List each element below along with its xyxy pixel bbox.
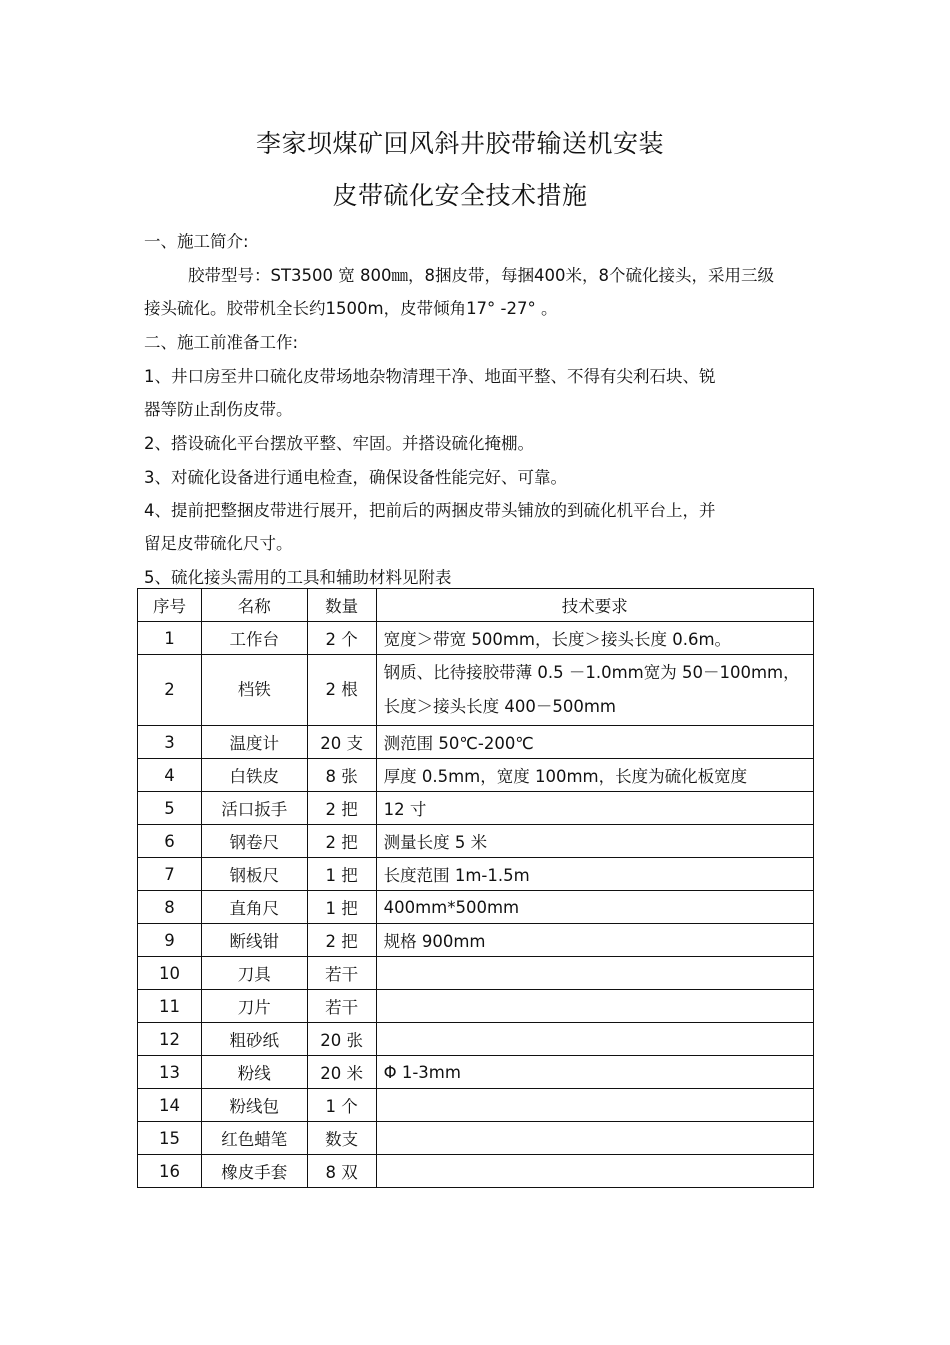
cell-name: 粉线 (201, 1056, 307, 1089)
cell-name: 红色蜡笔 (201, 1122, 307, 1155)
cell-qty: 2 把 (307, 924, 376, 957)
cell-name: 工作台 (201, 622, 307, 655)
cell-name: 粉线包 (201, 1089, 307, 1122)
cell-qty: 20 支 (307, 726, 376, 759)
cell-requirement (376, 655, 813, 726)
section1-paragraph-line1: 胶带型号：ST3500 宽 800㎜，8捆皮带，每捆400米，8个硫化接头，采用三级 (188, 266, 775, 285)
table-row (138, 1122, 814, 1155)
cell-name: 钢板尺 (201, 858, 307, 891)
table-row (138, 655, 814, 726)
cell-name: 档铁 (201, 655, 307, 726)
table-row (138, 858, 814, 891)
cell-requirement: 规格 900mm (376, 924, 813, 957)
cell-name: 粗砂纸 (201, 1023, 307, 1056)
cell-qty: 20 米 (307, 1056, 376, 1089)
cell-qty: 2 个 (307, 622, 376, 655)
cell-qty: 8 张 (307, 759, 376, 792)
table-row (138, 924, 814, 957)
document-title-line2: 皮带硫化安全技术措施 (332, 181, 588, 210)
cell-requirement: 400mm*500mm (376, 891, 813, 924)
cell-qty: 若干 (307, 990, 376, 1023)
cell-no: 7 (138, 858, 202, 891)
cell-qty: 1 把 (307, 858, 376, 891)
cell-qty: 20 张 (307, 1023, 376, 1056)
cell-name: 刀片 (201, 990, 307, 1023)
cell-no: 15 (138, 1122, 202, 1155)
table-row (138, 891, 814, 924)
cell-no: 9 (138, 924, 202, 957)
cell-qty: 2 根 (307, 655, 376, 726)
cell-no: 12 (138, 1023, 202, 1056)
table-row (138, 726, 814, 759)
cell-qty: 1 把 (307, 891, 376, 924)
table-row (138, 1155, 814, 1188)
cell-no: 14 (138, 1089, 202, 1122)
cell-qty: 1 个 (307, 1089, 376, 1122)
table-row (138, 1089, 814, 1122)
cell-no: 2 (138, 655, 202, 726)
table-body (138, 622, 814, 1188)
cell-name: 断线钳 (201, 924, 307, 957)
requirement-line1: 钢质、比待接胶带薄 0.5 －1.0mm宽为 50－100mm， (383, 663, 800, 682)
cell-name: 刀具 (201, 957, 307, 990)
cell-requirement (376, 957, 813, 990)
item4-line2: 留足皮带硫化尺寸。 (144, 534, 293, 553)
cell-name: 活口扳手 (201, 792, 307, 825)
item2: 2、搭设硫化平台摆放平整、牢固。并搭设硫化掩棚。 (144, 434, 534, 453)
document-title-line1: 李家坝煤矿回风斜井胶带输送机安装 (255, 129, 664, 158)
cell-requirement (376, 1122, 813, 1155)
cell-requirement: 厚度 0.5mm，宽度 100mm，长度为硫化板宽度 (376, 759, 813, 792)
cell-no: 5 (138, 792, 202, 825)
cell-requirement: 长度范围 1m-1.5m (376, 858, 813, 891)
header-qty: 数量 (307, 589, 376, 622)
section2-heading: 二、施工前准备工作: (144, 333, 299, 352)
cell-requirement (376, 1023, 813, 1056)
cell-requirement: 12 寸 (376, 792, 813, 825)
requirement-line2: 长度＞接头长度 400－500mm (383, 697, 616, 716)
item5: 5、硫化接头需用的工具和辅助材料见附表 (144, 568, 452, 587)
cell-requirement: 宽度＞带宽 500mm，长度＞接头长度 0.6m。 (376, 622, 813, 655)
cell-no: 10 (138, 957, 202, 990)
cell-qty: 若干 (307, 957, 376, 990)
cell-qty: 2 把 (307, 792, 376, 825)
section1-paragraph-line2: 接头硫化。胶带机全长约1500m，皮带倾角17° -27° 。 (144, 299, 558, 318)
cell-name: 直角尺 (201, 891, 307, 924)
cell-no: 3 (138, 726, 202, 759)
cell-name: 白铁皮 (201, 759, 307, 792)
cell-no: 11 (138, 990, 202, 1023)
item3: 3、对硫化设备进行通电检查，确保设备性能完好、可靠。 (144, 468, 567, 487)
item4-line1: 4、提前把整捆皮带进行展开，把前后的两捆皮带头铺放的到硫化机平台上，并 (144, 501, 716, 520)
table-row (138, 1056, 814, 1089)
cell-qty: 数支 (307, 1122, 376, 1155)
item1-line2: 器等防止刮伤皮带。 (144, 400, 293, 419)
table-row (138, 622, 814, 655)
tools-table (137, 588, 814, 1188)
cell-name: 钢卷尺 (201, 825, 307, 858)
cell-no: 16 (138, 1155, 202, 1188)
cell-requirement (376, 990, 813, 1023)
cell-qty: 8 双 (307, 1155, 376, 1188)
cell-requirement: Φ 1-3mm (376, 1056, 813, 1089)
table-header-row (138, 589, 814, 622)
cell-no: 13 (138, 1056, 202, 1089)
table-row (138, 990, 814, 1023)
cell-qty: 2 把 (307, 825, 376, 858)
cell-requirement: 测量长度 5 米 (376, 825, 813, 858)
cell-requirement: 测范围 50℃-200℃ (376, 726, 813, 759)
table-row (138, 825, 814, 858)
cell-no: 1 (138, 622, 202, 655)
table-row (138, 759, 814, 792)
cell-no: 8 (138, 891, 202, 924)
table-row (138, 792, 814, 825)
cell-name: 温度计 (201, 726, 307, 759)
header-requirement: 技术要求 (376, 589, 813, 622)
item1-line1: 1、井口房至井口硫化皮带场地杂物清理干净、地面平整、不得有尖利石块、锐 (144, 367, 716, 386)
cell-no: 6 (138, 825, 202, 858)
section1-heading: 一、施工简介: (144, 232, 249, 251)
cell-no: 4 (138, 759, 202, 792)
table-row (138, 957, 814, 990)
header-name: 名称 (201, 589, 307, 622)
table-row (138, 1023, 814, 1056)
cell-requirement (376, 1089, 813, 1122)
header-no: 序号 (138, 589, 202, 622)
cell-name: 橡皮手套 (201, 1155, 307, 1188)
cell-requirement (376, 1155, 813, 1188)
